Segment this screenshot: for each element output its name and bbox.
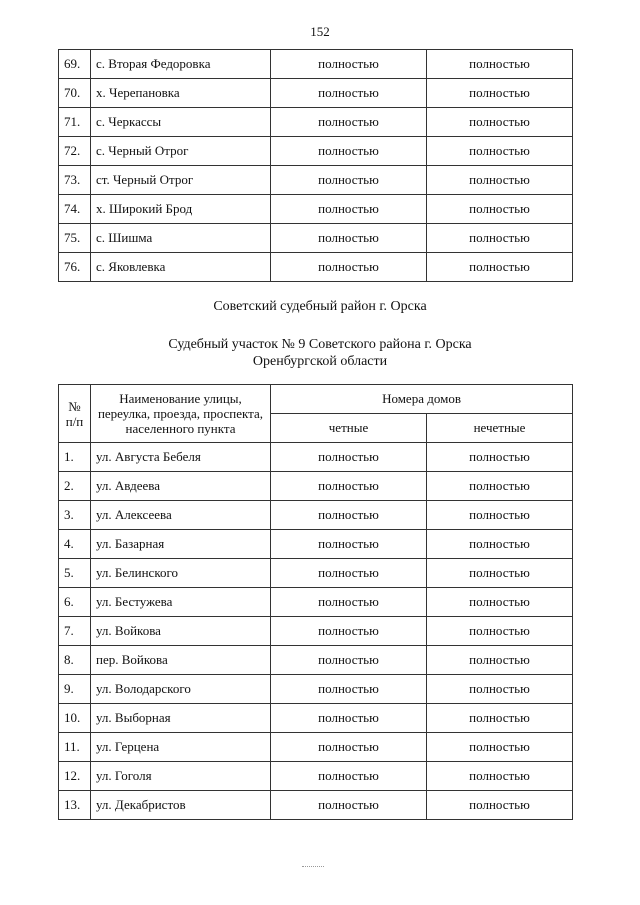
row-number: 6.: [59, 588, 91, 617]
row-odd: полностью: [427, 166, 573, 195]
table-row: [59, 791, 573, 820]
row-name: пер. Войкова: [91, 646, 271, 675]
table-row: [59, 733, 573, 762]
row-odd: полностью: [427, 443, 573, 472]
table-row: [59, 646, 573, 675]
row-odd: полностью: [427, 675, 573, 704]
row-even: полностью: [271, 137, 427, 166]
table-row: [59, 79, 573, 108]
row-even: полностью: [271, 762, 427, 791]
row-even: полностью: [271, 733, 427, 762]
row-odd: полностью: [427, 224, 573, 253]
row-name: ст. Черный Отрог: [91, 166, 271, 195]
row-odd: полностью: [427, 530, 573, 559]
row-even: полностью: [271, 559, 427, 588]
table-row: [59, 617, 573, 646]
row-odd: полностью: [427, 195, 573, 224]
row-even: полностью: [271, 195, 427, 224]
row-name: ул. Гоголя: [91, 762, 271, 791]
row-number: 3.: [59, 501, 91, 530]
row-even: полностью: [271, 472, 427, 501]
row-odd: полностью: [427, 50, 573, 79]
footer-mark: [302, 866, 324, 869]
precinct-region: Оренбургской области: [252, 354, 388, 369]
table-row: [59, 195, 573, 224]
row-number: 71.: [59, 108, 91, 137]
row-even: полностью: [271, 791, 427, 820]
table-row: [59, 762, 573, 791]
row-even: полностью: [271, 166, 427, 195]
row-name: с. Яковлевка: [91, 253, 271, 282]
table-row: [59, 50, 573, 79]
table-row: [59, 530, 573, 559]
row-name: ул. Авдеева: [91, 472, 271, 501]
precinct-address-table-body: [59, 443, 573, 820]
row-number: 8.: [59, 646, 91, 675]
precinct-table-header: [59, 385, 573, 443]
row-odd: полностью: [427, 704, 573, 733]
page-number: 152: [310, 24, 330, 39]
row-name: ул. Герцена: [91, 733, 271, 762]
row-odd: полностью: [427, 791, 573, 820]
precinct-title: Судебный участок № 9 Советского района г. Орска: [168, 337, 472, 352]
row-number: 74.: [59, 195, 91, 224]
row-number: 4.: [59, 530, 91, 559]
header-even: четные: [271, 414, 427, 443]
row-even: полностью: [271, 617, 427, 646]
row-number: 1.: [59, 443, 91, 472]
table-row: [59, 559, 573, 588]
row-even: полностью: [271, 224, 427, 253]
row-name: х. Черепановка: [91, 79, 271, 108]
table-row: [59, 588, 573, 617]
row-odd: полностью: [427, 559, 573, 588]
precinct-address-table: [58, 384, 573, 820]
row-even: полностью: [271, 588, 427, 617]
row-name: ул. Белинского: [91, 559, 271, 588]
row-even: полностью: [271, 704, 427, 733]
row-odd: полностью: [427, 733, 573, 762]
table-row: [59, 501, 573, 530]
row-name: ул. Декабристов: [91, 791, 271, 820]
row-odd: полностью: [427, 588, 573, 617]
row-even: полностью: [271, 443, 427, 472]
row-even: полностью: [271, 253, 427, 282]
row-number: 12.: [59, 762, 91, 791]
row-odd: полностью: [427, 501, 573, 530]
row-odd: полностью: [427, 472, 573, 501]
row-number: 69.: [59, 50, 91, 79]
row-odd: полностью: [427, 646, 573, 675]
row-number: 75.: [59, 224, 91, 253]
table-row: [59, 704, 573, 733]
row-number: 13.: [59, 791, 91, 820]
row-even: полностью: [271, 79, 427, 108]
row-odd: полностью: [427, 617, 573, 646]
row-name: ул. Бестужева: [91, 588, 271, 617]
table-row: [59, 224, 573, 253]
row-name: х. Широкий Брод: [91, 195, 271, 224]
district-title: Советский судебный район г. Орска: [213, 299, 427, 314]
row-number: 2.: [59, 472, 91, 501]
table-row: [59, 675, 573, 704]
table-row: [59, 108, 573, 137]
row-even: полностью: [271, 108, 427, 137]
header-name: Наименование улицы, переулка, проезда, проспекта, населенного пункта: [91, 385, 271, 443]
row-name: с. Вторая Федоровка: [91, 50, 271, 79]
row-name: ул. Августа Бебеля: [91, 443, 271, 472]
row-even: полностью: [271, 50, 427, 79]
row-odd: полностью: [427, 108, 573, 137]
row-name: ул. Володарского: [91, 675, 271, 704]
row-even: полностью: [271, 530, 427, 559]
table-row: [59, 137, 573, 166]
row-even: полностью: [271, 646, 427, 675]
row-name: ул. Алексеева: [91, 501, 271, 530]
address-table-continued-body: [59, 50, 573, 282]
row-name: с. Шишма: [91, 224, 271, 253]
row-even: полностью: [271, 675, 427, 704]
row-number: 70.: [59, 79, 91, 108]
row-number: 10.: [59, 704, 91, 733]
header-house-numbers: Номера домов: [271, 385, 573, 414]
header-odd: нечетные: [427, 414, 573, 443]
row-number: 5.: [59, 559, 91, 588]
row-number: 73.: [59, 166, 91, 195]
row-odd: полностью: [427, 253, 573, 282]
row-odd: полностью: [427, 137, 573, 166]
row-name: ул. Выборная: [91, 704, 271, 733]
row-name: ул. Войкова: [91, 617, 271, 646]
address-table-continued: [58, 49, 573, 282]
row-number: 7.: [59, 617, 91, 646]
table-row: [59, 253, 573, 282]
row-name: ул. Базарная: [91, 530, 271, 559]
row-number: 72.: [59, 137, 91, 166]
row-even: полностью: [271, 501, 427, 530]
table-row: [59, 472, 573, 501]
header-number: № п/п: [59, 385, 91, 443]
row-name: с. Черный Отрог: [91, 137, 271, 166]
row-odd: полностью: [427, 762, 573, 791]
row-name: с. Черкассы: [91, 108, 271, 137]
row-number: 11.: [59, 733, 91, 762]
table-row: [59, 443, 573, 472]
row-number: 76.: [59, 253, 91, 282]
table-row: [59, 166, 573, 195]
row-number: 9.: [59, 675, 91, 704]
row-odd: полностью: [427, 79, 573, 108]
